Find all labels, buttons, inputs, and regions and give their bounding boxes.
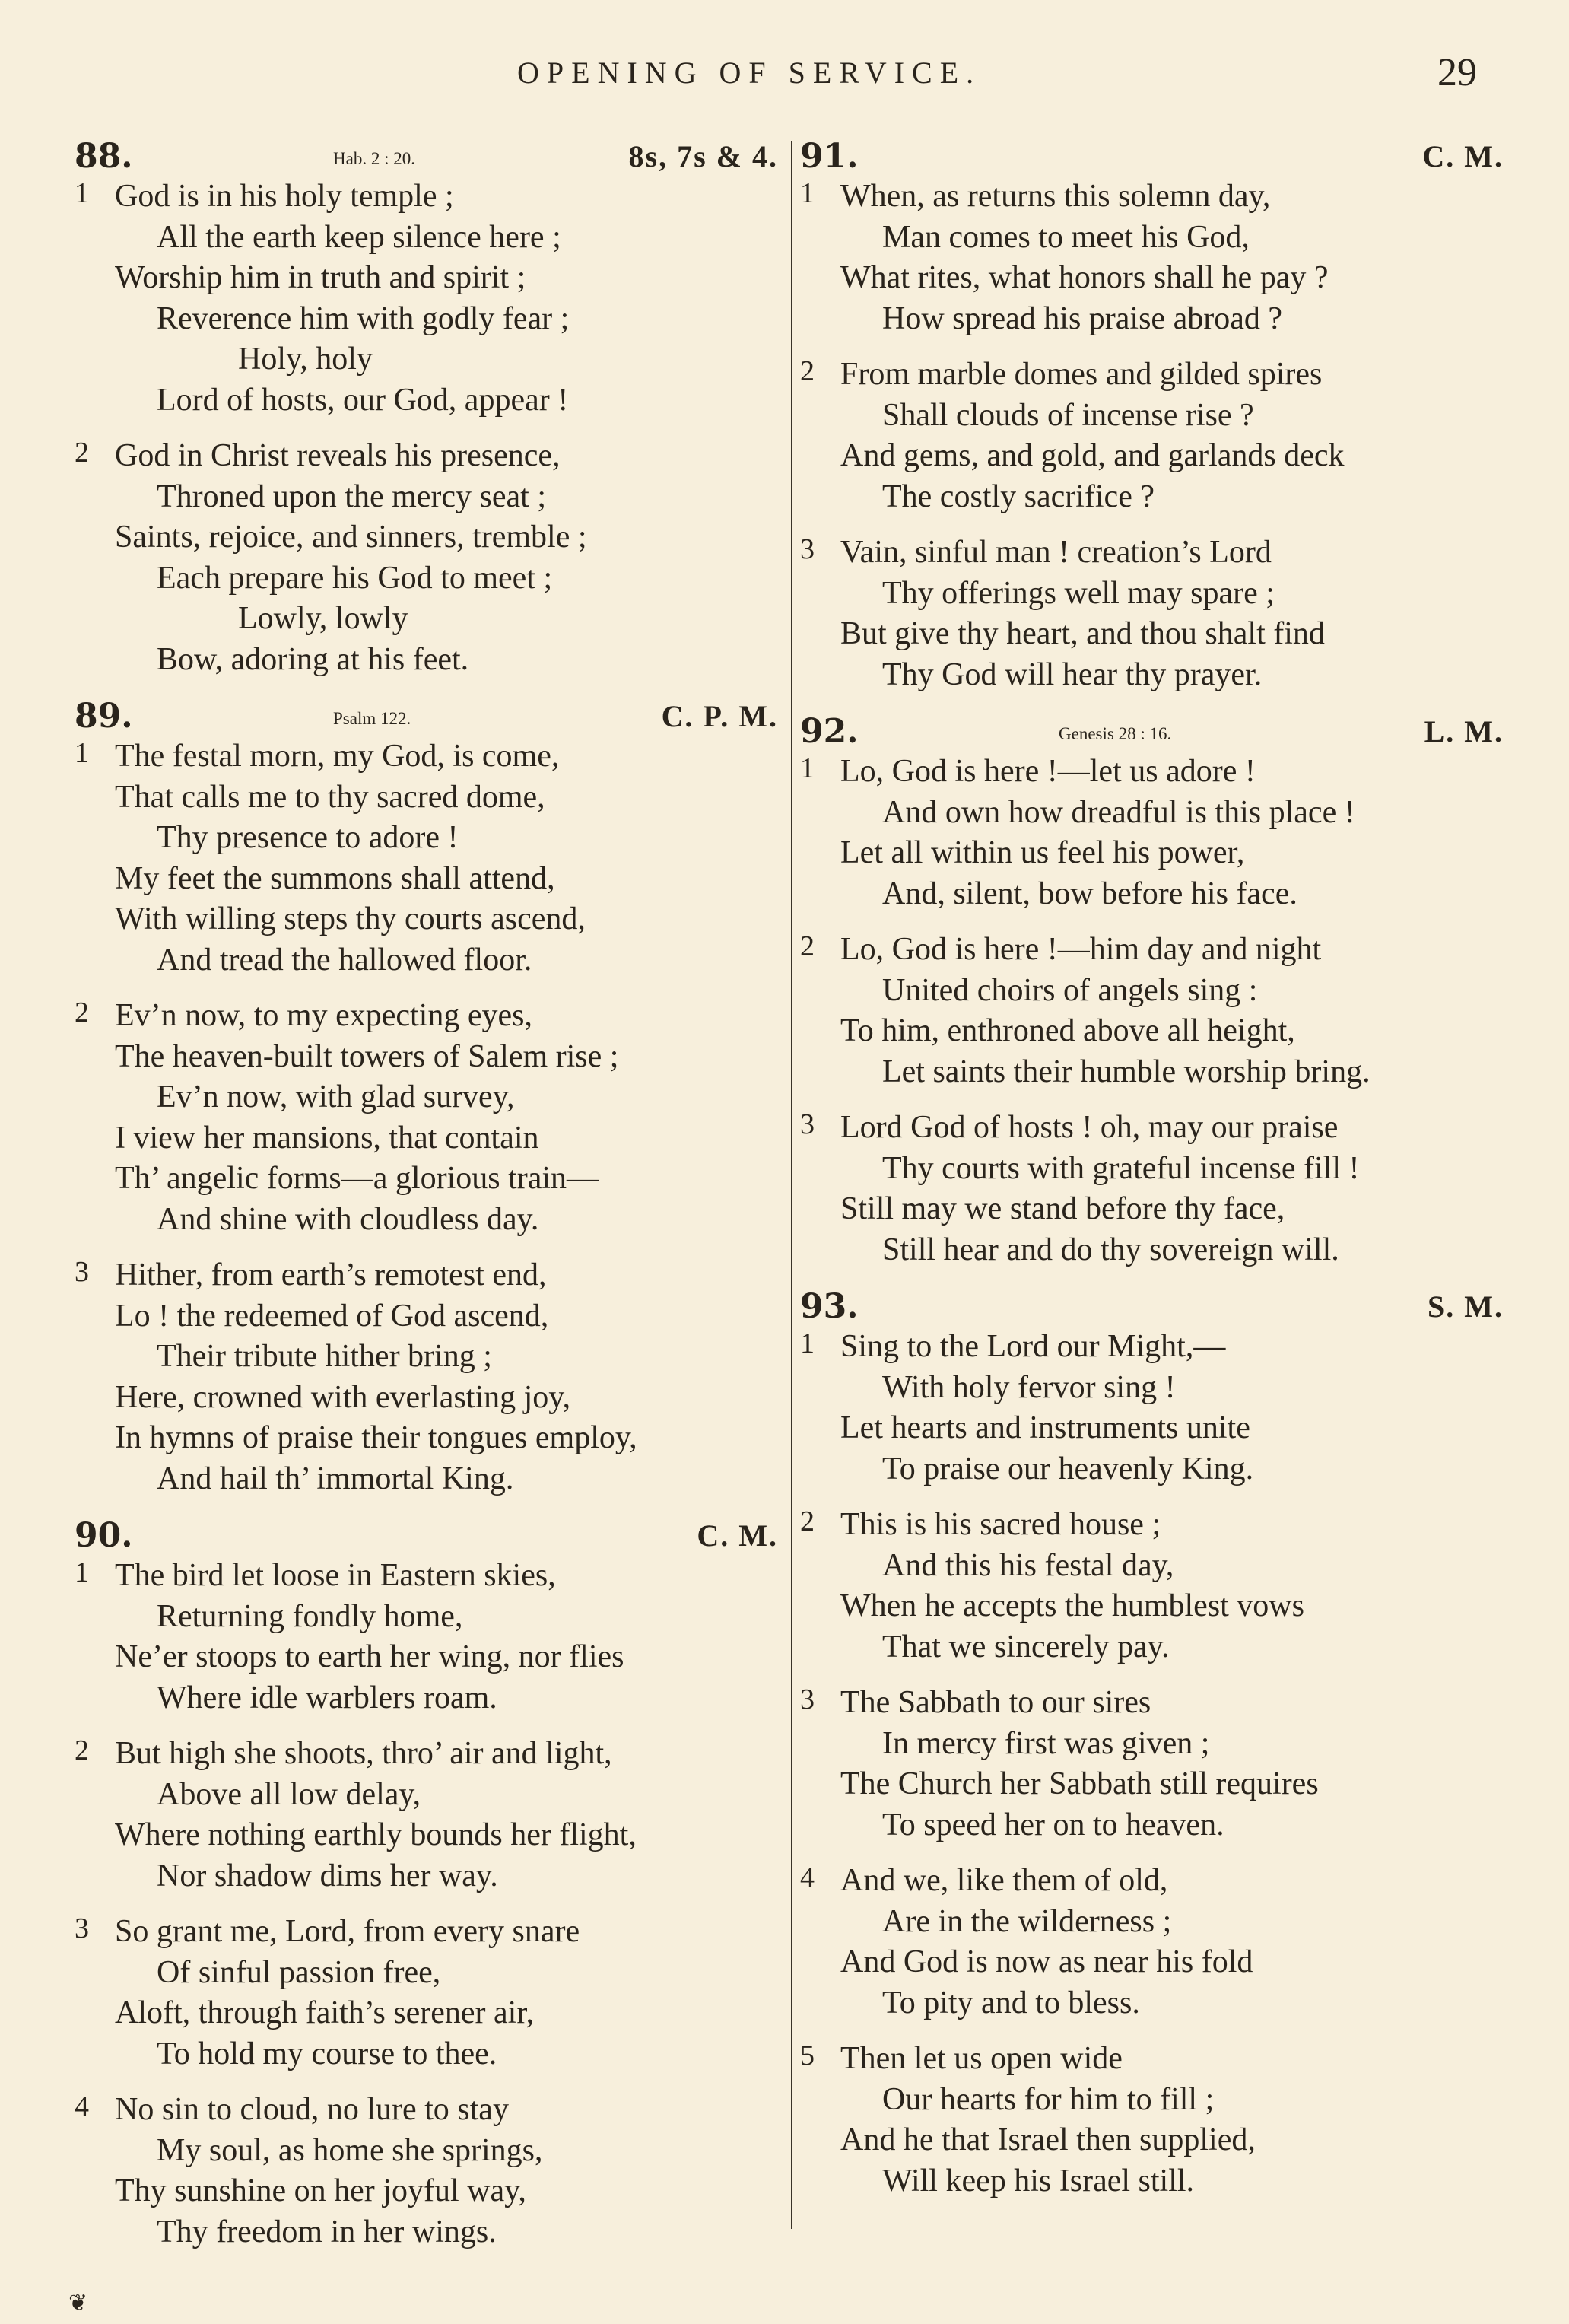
stanza-number: 5 [800,2039,815,2071]
hymn-number: 89. [75,697,133,736]
hymn [75,137,778,680]
verse-line: That we sincerely pay. [882,1629,1170,1664]
stanza [800,1327,1504,1489]
verse-line: The Sabbath to our sires [840,1685,1151,1720]
stanza [800,1108,1504,1270]
verse-line: The bird let loose in Eastern skies, [115,1558,556,1593]
stanza-number: 4 [800,1861,815,1893]
verse-line: My soul, as home she springs, [157,2132,543,2168]
stanza [800,930,1504,1092]
hymn-number: 93. [800,1287,859,1326]
verse-line: Lo, God is here !—him day and night [840,932,1322,967]
verse-line: Where nothing earthly bounds her flight, [115,1817,637,1852]
stanza-number: 2 [75,1734,89,1766]
verse-line: But high she shoots, thro’ air and light, [115,1736,612,1771]
verse-line: Thy God will hear thy prayer. [882,657,1263,692]
verse-line: Ne’er stoops to earth her wing, nor flies [115,1639,624,1674]
verse-line: God is in his holy temple ; [115,179,454,214]
verse-line: And God is now as near his fold [840,1944,1253,1979]
verse-line: I view her mansions, that contain [115,1120,539,1156]
verse-line: Nor shadow dims her way. [157,1858,498,1893]
verse-line: And, silent, bow before his face. [882,876,1297,911]
verse-line: Will keep his Israel still. [882,2163,1195,2198]
page-number: 29 [1437,51,1477,94]
verse-line: Let saints their humble worship bring. [882,1054,1370,1089]
verse-line: The heaven-built towers of Salem rise ; [115,1038,619,1074]
verse-line: Above all low delay, [157,1776,421,1812]
hymn-heading [800,137,1504,176]
verse-line: And he that Israel then supplied, [840,2122,1256,2157]
stanza-number: 1 [800,752,815,784]
verse-line: To pity and to bless. [882,1985,1140,2020]
verse-line: All the earth keep silence here ; [157,219,561,255]
stanza-number: 2 [800,1505,815,1537]
verse-line: Lo ! the redeemed of God ascend, [115,1298,549,1334]
hymn [75,1516,778,2252]
stanza [800,354,1504,517]
stanza-number: 3 [800,1108,815,1140]
scripture-reference: Hab. 2 : 20. [333,149,415,168]
meter: C. P. M. [661,699,778,733]
hymn-number: 92. [800,712,859,751]
column-divider [791,141,792,2229]
stanza [800,1861,1504,2024]
verse-line: Thy presence to adore ! [157,820,459,855]
stanza [75,736,778,981]
verse-line: Returning fondly home, [157,1598,463,1634]
verse-line: Sing to the Lord our Might,— [840,1329,1226,1364]
verse-line: When, as returns this solemn day, [840,179,1271,214]
verse-line: And shine with cloudless day. [157,1201,539,1237]
hymn-number: 88. [75,137,133,176]
verse-line: Bow, adoring at his feet. [157,641,469,677]
verse-line: Our hearts for him to fill ; [882,2081,1215,2117]
left-column [75,137,778,2269]
verse-line: Thy courts with grateful incense fill ! [882,1150,1360,1186]
hymn [75,697,778,1499]
verse-line: God in Christ reveals his presence, [115,438,561,473]
stanza-number: 3 [800,1683,815,1715]
meter: C. M. [1422,139,1504,173]
verse-line: No sin to cloud, no lure to stay [115,2092,509,2127]
verse-line: Let all within us feel his power, [840,835,1245,870]
stanza [800,1505,1504,1667]
stanza [800,752,1504,914]
stanza-number: 4 [75,2090,89,2122]
verse-line: Saints, rejoice, and sinners, tremble ; [115,520,587,555]
verse-line: Throned upon the mercy seat ; [157,478,546,514]
verse-line: Aloft, through faith’s serener air, [115,1995,535,2030]
stanza [800,176,1504,339]
verse-line: In hymns of praise their tongues employ, [115,1420,637,1455]
printer-mark-icon: ❦ [68,2290,88,2316]
hymn [800,137,1504,695]
verse-line: With holy fervor sing ! [882,1369,1176,1405]
hymn-heading [800,712,1504,752]
verse-line: Thy sunshine on her joyful way, [115,2173,526,2208]
stanza [800,2039,1504,2202]
verse-line: Of sinful passion free, [157,1954,441,1990]
verse-line: Man comes to meet his God, [882,219,1250,255]
verse-line: So grant me, Lord, from every snare [115,1914,580,1949]
verse-line: Still may we stand before thy face, [840,1191,1285,1226]
stanza-number: 1 [75,177,89,209]
hymn [800,712,1504,1270]
stanza [800,533,1504,695]
verse-line: That calls me to thy sacred dome, [115,779,545,815]
verse-line: Holy, holy [238,342,373,377]
stanza-number: 3 [800,533,815,565]
stanza-number: 1 [75,1556,89,1588]
stanza-number: 3 [75,1256,89,1288]
verse-line: From marble domes and gilded spires [840,357,1323,392]
verse-line: Th’ angelic forms—a glorious train— [115,1161,599,1196]
verse-line: Are in the wilderness ; [882,1903,1172,1939]
stanza-number: 1 [800,177,815,209]
verse-line: This is his sacred house ; [840,1507,1161,1542]
verse-line: Each prepare his God to meet ; [157,560,553,596]
meter: C. M. [697,1518,778,1553]
verse-line: What rites, what honors shall he pay ? [840,260,1329,295]
stanza-number: 2 [75,437,89,469]
stanza [75,176,778,421]
verse-line: Hither, from earth’s remotest end, [115,1257,547,1292]
stanza [75,1255,778,1499]
meter: 8s, 7s & 4. [628,139,778,173]
verse-line: Thy freedom in her wings. [157,2214,497,2249]
stanza-number: 1 [800,1327,815,1359]
verse-line: Lord God of hosts ! oh, may our praise [840,1110,1339,1145]
stanza [75,1734,778,1896]
verse-line: Here, crowned with everlasting joy, [115,1379,571,1415]
verse-line: Thy offerings well may spare ; [882,575,1275,611]
verse-line: The Church her Sabbath still requires [840,1766,1319,1801]
verse-line: The festal morn, my God, is come, [115,739,560,774]
hymn [800,1287,1504,2202]
verse-line: When he accepts the humblest vows [840,1588,1304,1623]
verse-line: Shall clouds of incense rise ? [882,397,1254,433]
verse-line: Where idle warblers roam. [157,1680,497,1715]
stanza [75,436,778,680]
stanza-number: 2 [75,997,89,1028]
verse-line: Ev’n now, to my expecting eyes, [115,998,532,1033]
hymn-heading [75,137,778,176]
right-column [800,137,1504,2218]
stanza-number: 1 [75,737,89,769]
stanza-number: 3 [75,1912,89,1944]
verse-line: To praise our heavenly King. [882,1451,1254,1486]
verse-line: Their tribute hither bring ; [157,1339,492,1374]
verse-line: And tread the hallowed floor. [157,942,532,978]
running-title: OPENING OF SERVICE. [517,56,982,90]
hymn-number: 90. [75,1516,133,1555]
stanza [800,1683,1504,1846]
hymn-number: 91. [800,137,859,176]
verse-line: With willing steps thy courts ascend, [115,901,586,936]
hymn-heading [75,1516,778,1556]
verse-line: Lo, God is here !—let us adore ! [840,754,1256,789]
verse-line: United choirs of angels sing : [882,972,1258,1008]
verse-line: And gems, and gold, and garlands deck [840,438,1345,473]
stanza [75,2090,778,2252]
verse-line: But give thy heart, and thou shalt find [840,616,1325,651]
scripture-reference: Genesis 28 : 16. [1059,724,1172,743]
meter: L. M. [1424,714,1504,749]
verse-line: My feet the summons shall attend, [115,860,555,896]
verse-line: Ev’n now, with glad survey, [157,1079,515,1114]
verse-line: Vain, sinful man ! creation’s Lord [840,535,1272,570]
verse-line: Let hearts and instruments unite [840,1410,1250,1445]
verse-line: Then let us open wide [840,2041,1123,2076]
stanza-number: 2 [800,355,815,387]
stanza-number: 2 [800,930,815,962]
verse-line: And own how dreadful is this place ! [882,794,1355,830]
scripture-reference: Psalm 122. [333,709,411,728]
hymn-heading [800,1287,1504,1327]
meter: S. M. [1428,1289,1504,1324]
stanza [75,1556,778,1718]
verse-line: Lord of hosts, our God, appear ! [157,382,569,418]
page-header [0,51,1569,100]
verse-line: And we, like them of old, [840,1863,1168,1898]
verse-line: And hail th’ immortal King. [157,1461,514,1496]
verse-line: Reverence him with godly fear ; [157,300,570,336]
verse-line: The costly sacrifice ? [882,478,1155,514]
stanza [75,996,778,1240]
verse-line: To him, enthroned above all height, [840,1013,1295,1048]
verse-line: Lowly, lowly [238,601,408,636]
verse-line: Worship him in truth and spirit ; [115,260,526,295]
verse-line: In mercy first was given ; [882,1725,1210,1761]
verse-line: How spread his praise abroad ? [882,300,1282,336]
verse-line: To hold my course to thee. [157,2036,497,2071]
verse-line: And this his festal day, [882,1547,1174,1583]
stanza [75,1912,778,2074]
hymn-heading [75,697,778,736]
verse-line: To speed her on to heaven. [882,1807,1224,1842]
verse-line: Still hear and do thy sovereign will. [882,1232,1339,1267]
